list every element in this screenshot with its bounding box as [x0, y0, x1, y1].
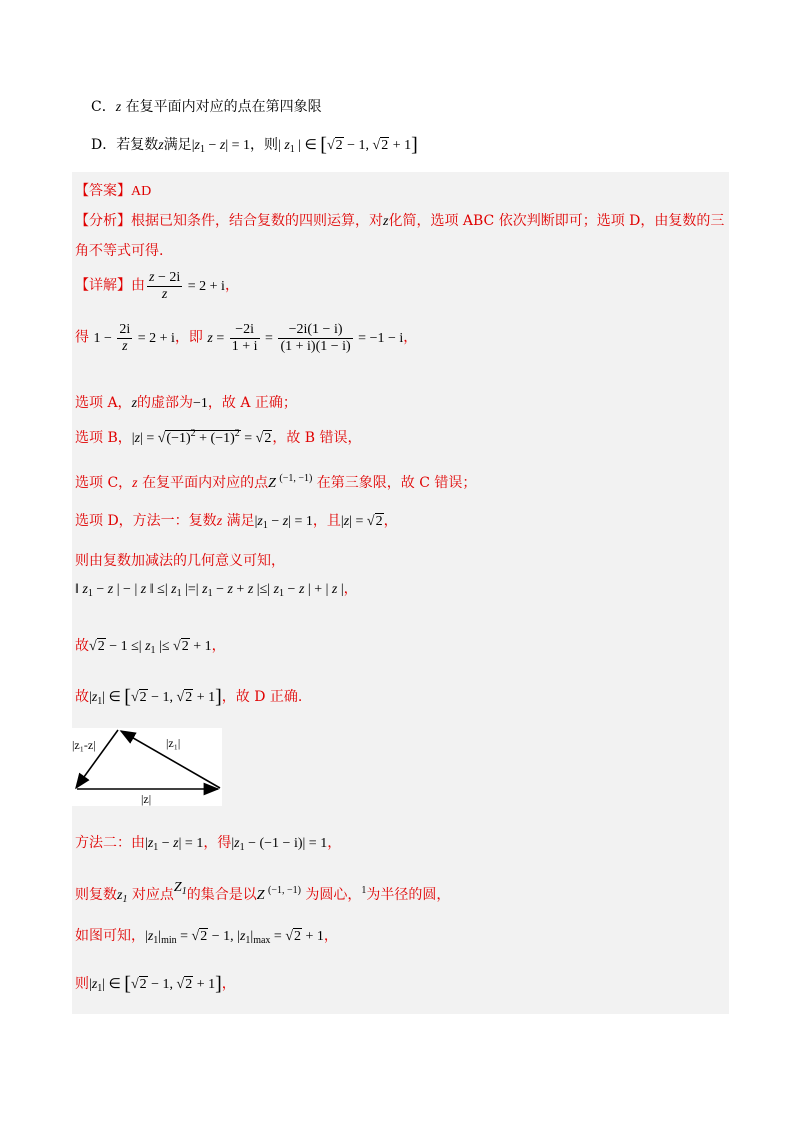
condition-formula: $|z_1 - z| = 1$ [191, 138, 251, 155]
triangle-inequality: ‖ $z_1 - z$ | − | z ‖ ≤| $z_1$ |=| $z_1 - z + z$ |≤| $z_1 - z$ | + | z |， [75, 581, 358, 599]
method-two-line: 方法二：由$|z_1 - z| = 1$，得$|z_1 - (-1 - i)| = 1$， [75, 835, 342, 853]
detail-line-1: 【详解】由 $\frac{z - 2i}{z}$ = 2 + i， [75, 270, 239, 302]
option-d-check: 选项 D，方法一：复数z 满足$|z_1 - z| = 1$，且|z| = √2， [75, 513, 398, 531]
option-c: C．z 在复平面内对应的点在第四象限 [91, 99, 322, 115]
answer-value: AD [131, 184, 152, 199]
option-c-label: C． [91, 99, 116, 115]
triangle-diagram [72, 728, 222, 806]
answer-line [75, 180, 151, 200]
detail-line-2: 得 1 − $\frac{2i}{z}$ = 2 + i，即 z = $\frac{-2i}{1 + i}$ = $\frac{-2i(1 - i)}{(1 + i)(1 - i)}$ = −1 − i， [75, 322, 418, 354]
option-d-label: D． [91, 137, 117, 153]
label-z1: |z₁| [166, 736, 181, 750]
label-z1-minus-z: |z₁-z| [72, 738, 96, 752]
option-c-text: 在复平面内对应的点在第四象限 [125, 99, 322, 115]
geometric-meaning: 则由复数加减法的几何意义可知， [75, 553, 285, 569]
option-b-check: 选项 B，$|z| = √(-1)^2 + (-1)^2 = √2$，故 B 错误， [75, 428, 362, 446]
bound-line-2: 故$|z_1|$ ∈ [√2 − 1, √2 + 1]，故 D 正确. [75, 686, 303, 708]
given-equation: $\frac{z - 2i}{z}$ = 2 + i [149, 270, 225, 302]
option-d: D．若复数z满足$|z_1 - z| = 1$，则| $z_1$ | ∈ [√2 − 1, √2 + 1] [91, 134, 418, 156]
option-c-check: 选项 C，z 在复平面内对应的点Z $^{(-1, -1)}$ 在第三象限，故 C 错误； [75, 473, 477, 491]
bound-line-1: 故√2 − 1 ≤| $z_1$ |≤ √2 + 1， [75, 638, 226, 656]
circle-set-line: 则复数$z_1$ 对应点$Z_1$的集合是以Z $^{(-1, -1)}$ 为圆心，$^1$为半径的圆， [75, 880, 451, 905]
analysis-line-1: 【分析】根据已知条件，结合复数的四则运算，对z化简，选项 ABC 依次判断即可；选项 D，由复数的三 [75, 213, 725, 229]
answer-tag: 【答案】 [75, 183, 131, 199]
step-equation: 1 − $\frac{2i}{z}$ = 2 + i [93, 322, 175, 354]
final-line: 则$|z_1|$ ∈ [√2 − 1, √2 + 1]， [75, 973, 236, 995]
range-formula: | $z_1$ | ∈ [√2 − 1, √2 + 1] [278, 134, 418, 156]
modulus-formula: $|z| = √(-1)^2 + (-1)^2 = √2$ [131, 428, 272, 446]
analysis-line-2: 角不等式可得. [75, 243, 164, 259]
min-max-line: 如图可知，$|z_1|_{min} = √2 - 1$, $|z_1|_{max} = √2 + 1$， [75, 928, 338, 946]
option-a-check: 选项 A，z的虚部为−1，故 A 正确； [75, 395, 297, 411]
label-z: |z| [141, 792, 152, 806]
solve-equation: z = $\frac{-2i}{1 + i}$ = $\frac{-2i(1 - i)}{(1 + i)(1 - i)}$ = −1 − i [207, 322, 404, 354]
